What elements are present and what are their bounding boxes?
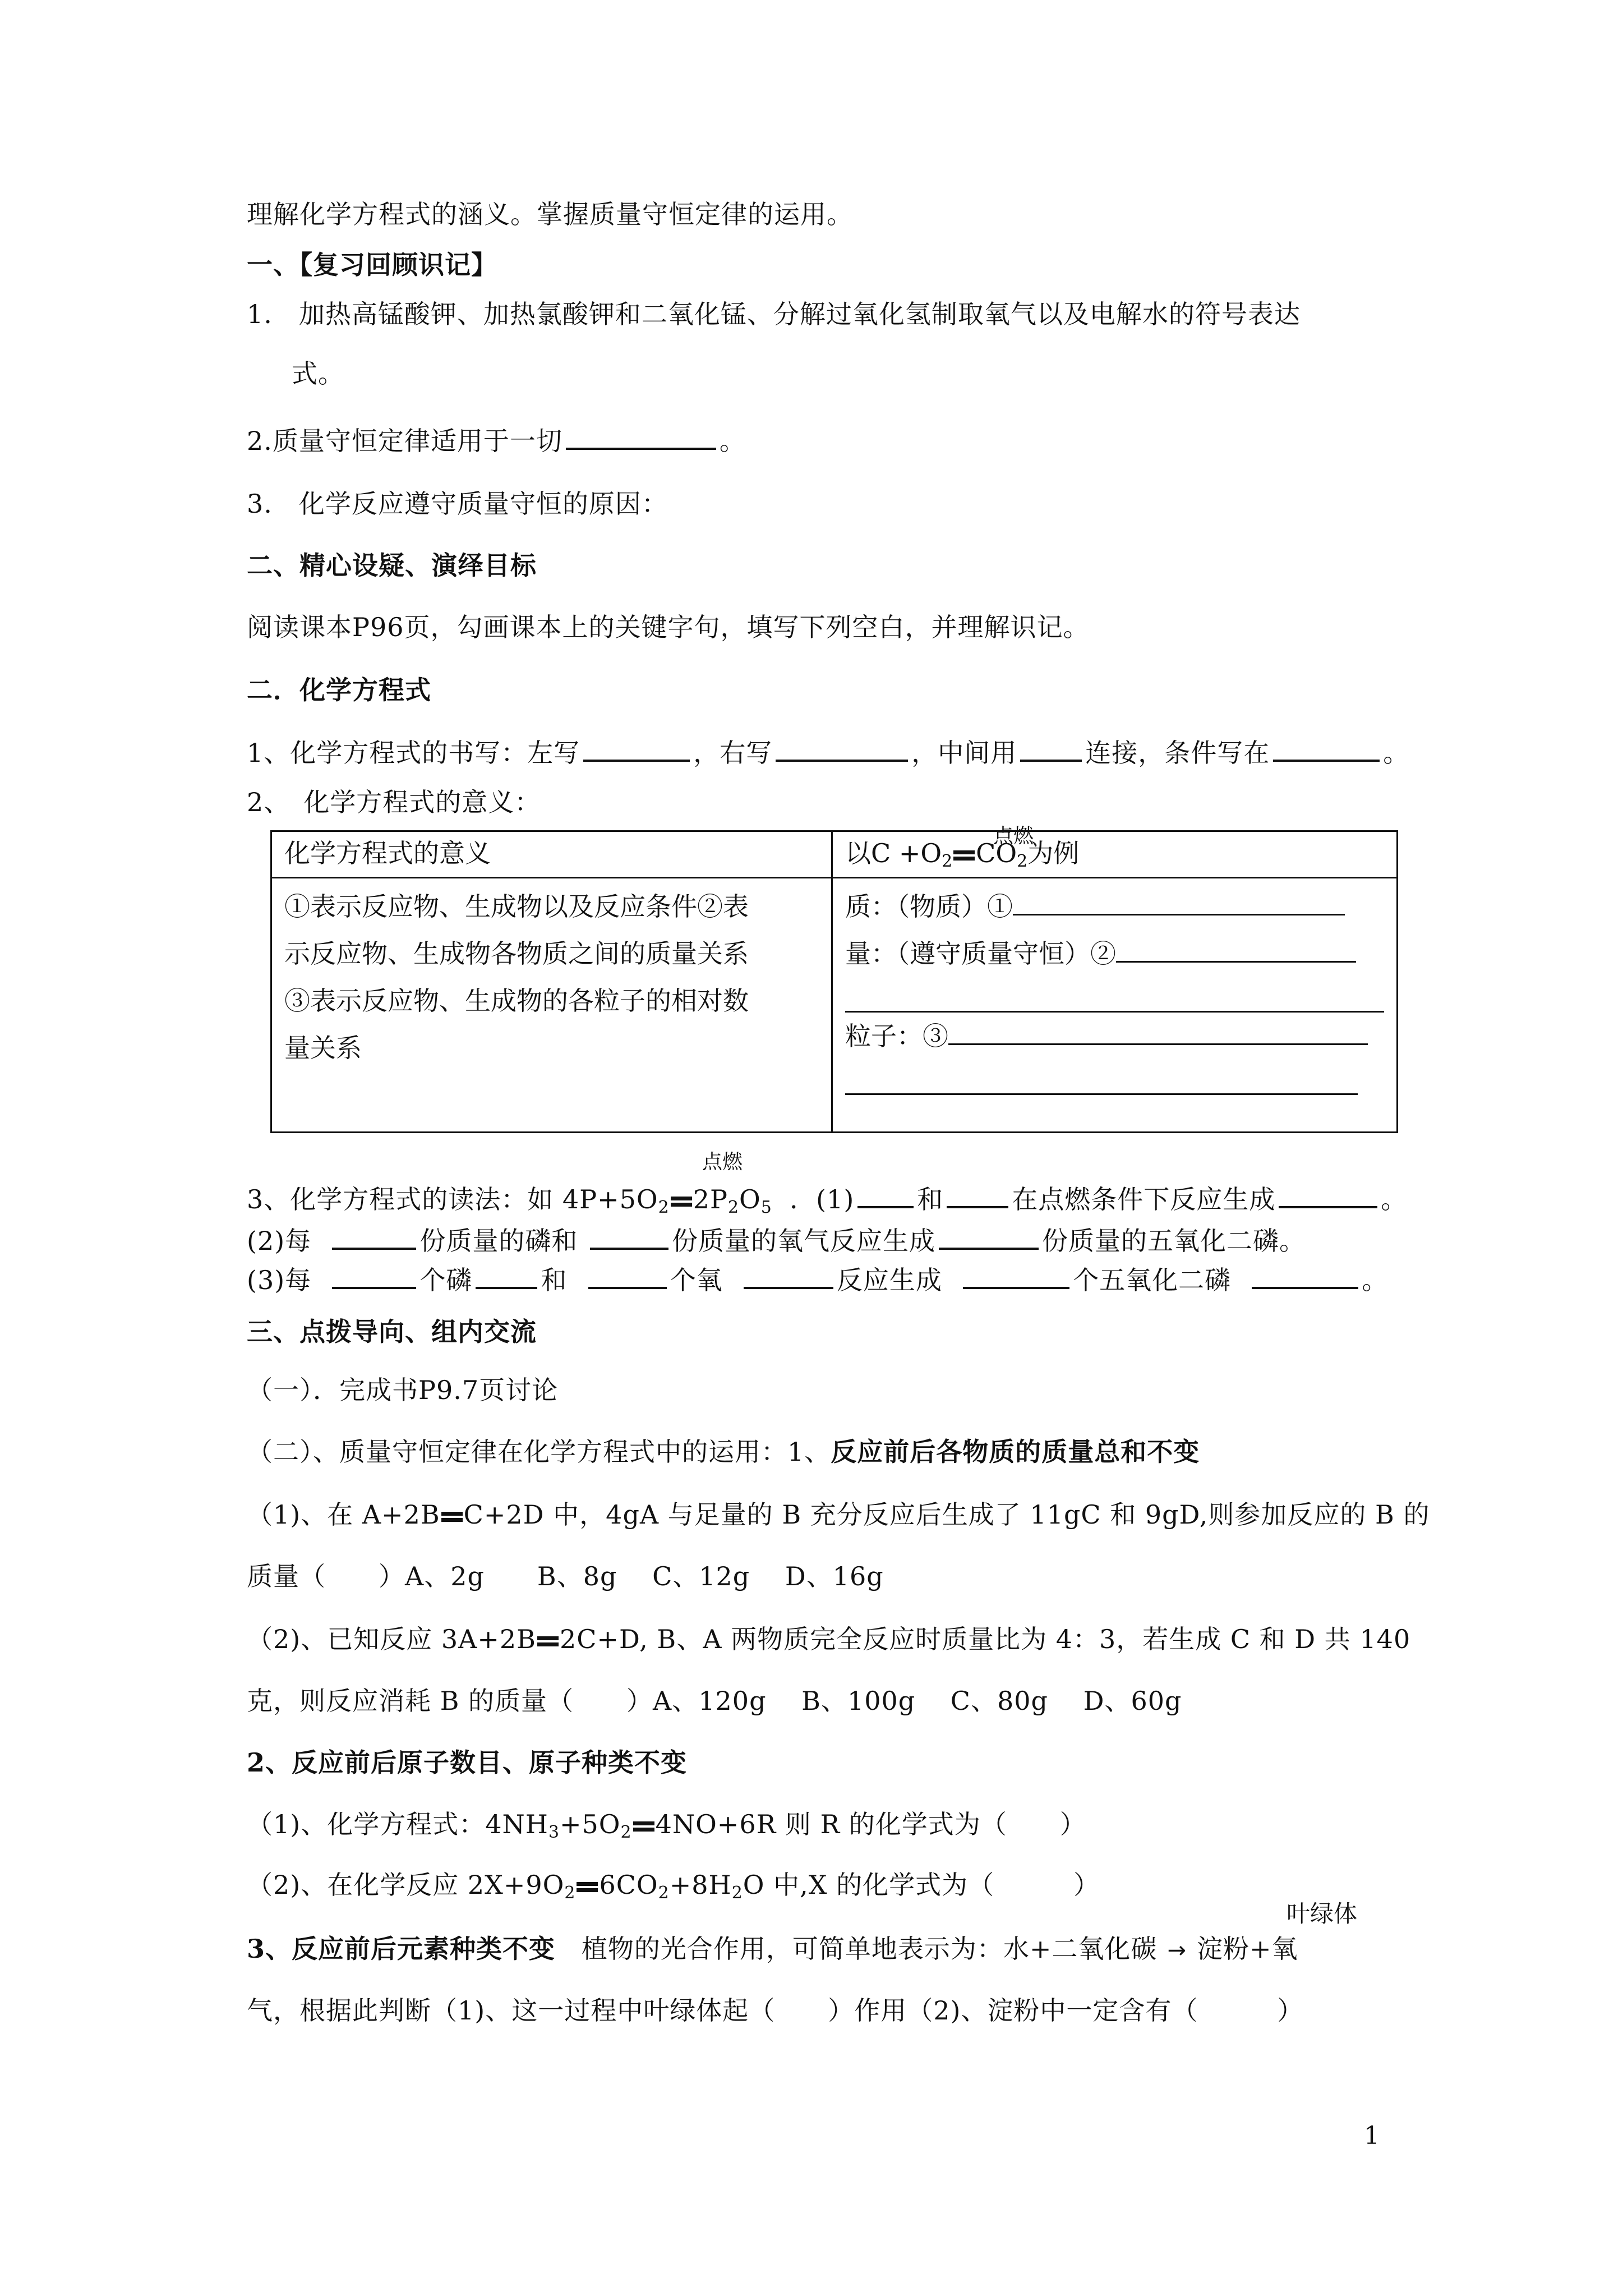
reading-text: 2P <box>693 1184 728 1214</box>
writing-text-b: ，右写 <box>693 738 773 768</box>
problem-2-line <box>247 1622 1410 1656</box>
question-1-continued: 式。 <box>292 358 344 389</box>
problem-1-choices: 质量（ ）A、2g B、8g C、12g D、16g <box>247 1561 884 1591</box>
condition-label: 点燃 <box>993 825 1034 848</box>
equals-sign-icon <box>633 1821 654 1832</box>
problem-text: （1)、化学方程式：4NH <box>247 1809 548 1839</box>
writing-text-d: 连接，条件写在 <box>1085 738 1270 768</box>
photosynthesis-line <box>247 1932 1298 1967</box>
reading-text: (3)每 <box>247 1265 312 1295</box>
reading-text: 份质量的氧气反应生成 <box>672 1226 936 1256</box>
equation-writing-line <box>247 735 1409 770</box>
section2-heading: 二、精心设疑、演绎目标 <box>247 550 537 581</box>
particle-row <box>845 1013 1384 1060</box>
reading-text: ．(1) <box>790 1184 855 1214</box>
answer-blank[interactable] <box>1116 938 1356 963</box>
reading-line-3 <box>247 1262 1388 1297</box>
answer-blank[interactable] <box>963 1262 1069 1289</box>
equals-sign-icon <box>577 1882 598 1892</box>
question-2-end: 。 <box>719 426 746 456</box>
equals-sign-icon <box>537 1636 559 1646</box>
section1-heading: 一、【复习回顾识记】 <box>247 250 497 280</box>
answer-blank[interactable] <box>476 1262 537 1289</box>
question-2-text: 2.质量守恒定律适用于一切 <box>247 426 562 456</box>
problem-text: 6CO <box>599 1870 658 1900</box>
quality-label: 质：（物质）① <box>845 891 1013 922</box>
reading-line-1 <box>247 1181 1407 1216</box>
answer-blank[interactable] <box>332 1223 416 1250</box>
question-2-line <box>247 423 746 458</box>
problem-text: C+2D 中，4gA 与足量的 B 充分反应后生成了 11gC 和 9gD,则参加反应的 B 的 <box>463 1499 1430 1530</box>
subscript: 2 <box>564 1883 576 1903</box>
writing-text-c: ，中间用 <box>911 738 1017 768</box>
answer-blank[interactable] <box>1273 735 1380 762</box>
reading-text: 。 <box>1362 1265 1389 1295</box>
quantity-label: 量：（遵守质量守恒）② <box>845 938 1116 969</box>
reading-text: 反应生成 <box>836 1265 942 1295</box>
equals-sign-icon <box>671 1197 692 1207</box>
answer-blank[interactable] <box>583 735 690 762</box>
quantity-row <box>845 930 1384 977</box>
writing-text-e: 。 <box>1383 738 1410 768</box>
example-text-a: 以C +O <box>845 838 942 868</box>
subscript: 2 <box>1017 852 1028 871</box>
writing-text-a: 1、化学方程式的书写：左写 <box>247 738 580 768</box>
usage-text: （二）、质量守恒定律在化学方程式中的运用：1、 <box>247 1437 831 1467</box>
problem-text: 4NO+6R 则 R 的化学式为（ ） <box>655 1809 1086 1839</box>
example-answer-cell <box>832 878 1398 1133</box>
reading-line-2 <box>247 1223 1306 1258</box>
photosynthesis-condition: 叶绿体 <box>1287 1900 1358 1927</box>
subscript: 5 <box>760 1198 772 1217</box>
answer-blank[interactable] <box>1020 735 1082 762</box>
example-text-b: CO <box>976 838 1017 868</box>
problem-text: O 中,X 的化学式为（ ） <box>743 1870 1100 1900</box>
intro-text: 理解化学方程式的涵义。掌握质量守恒定律的运用。 <box>247 199 853 229</box>
meaning-description-cell <box>271 878 832 1133</box>
problem-text: （2)、已知反应 3A+2B <box>247 1624 536 1654</box>
answer-blank[interactable] <box>1252 1262 1358 1289</box>
reading-text: 和 <box>541 1265 568 1295</box>
reading-text: 份质量的五氧化二磷。 <box>1042 1226 1306 1256</box>
reading-instruction: 阅读课本P96页，勾画课本上的关键字句，填写下列空白，并理解识记。 <box>247 612 1090 642</box>
example-text-c: 为例 <box>1027 838 1080 868</box>
reaction-condition: 点燃 <box>702 1151 743 1174</box>
answer-blank[interactable] <box>939 1223 1039 1250</box>
meaning-line: 示反应物、生成物各物质之间的质量关系 <box>284 938 749 969</box>
problem-text: +8H <box>669 1870 732 1900</box>
rule-2-heading: 2、反应前后原子数目、原子种类不变 <box>247 1747 688 1778</box>
reading-text: O <box>739 1184 761 1214</box>
quality-row <box>845 883 1384 930</box>
subscript: 2 <box>620 1823 632 1842</box>
reading-text: (2)每 <box>247 1226 312 1256</box>
answer-blank[interactable] <box>590 1223 668 1250</box>
reading-text: 份质量的磷和 <box>419 1226 578 1256</box>
answer-rule[interactable] <box>845 977 1384 1013</box>
answer-blank[interactable] <box>566 423 716 450</box>
reading-text: 。 <box>1381 1184 1408 1214</box>
problem-text: +5O <box>559 1809 621 1839</box>
reading-text: 个氧 <box>670 1265 723 1295</box>
problem-2-choices: 克，则反应消耗 B 的质量（ ）A、120g B、100g C、80g D、60g <box>247 1686 1182 1716</box>
photosynthesis-question: 气，根据此判断（1)、这一过程中叶绿体起（ ）作用（2)、淀粉中一定含有（ ） <box>247 1995 1304 2026</box>
subscript: 2 <box>658 1198 670 1217</box>
answer-blank[interactable] <box>948 1021 1368 1045</box>
section3-heading: 三、点拨导向、组内交流 <box>247 1317 537 1347</box>
equals-sign-icon <box>441 1512 463 1522</box>
problem-text: （1)、在 A+2B <box>247 1499 440 1530</box>
rule-3-heading: 3、反应前后元素种类不变 <box>247 1934 556 1964</box>
subscript: 2 <box>731 1883 743 1903</box>
table-header-meaning: 化学方程式的意义 <box>271 831 832 878</box>
answer-blank[interactable] <box>857 1181 914 1208</box>
question-1-text: 1. 加热高锰酸钾、加热氯酸钾和二氧化锰、分解过氧化氢制取氧气以及电解水的符号表达 <box>247 299 1301 329</box>
question-3-text: 3. 化学反应遵守质量守恒的原因： <box>247 489 668 519</box>
equation-heading: 二．化学方程式 <box>247 675 431 705</box>
meaning-line: 量关系 <box>284 1033 362 1063</box>
problem-4-line <box>247 1868 1100 1902</box>
arrow-right-icon: → <box>1167 1938 1187 1963</box>
problem-3-line <box>247 1807 1086 1841</box>
answer-blank[interactable] <box>744 1262 833 1289</box>
conservation-usage-line <box>247 1435 1200 1469</box>
reading-text: 个磷 <box>419 1265 473 1295</box>
answer-blank[interactable] <box>1279 1181 1377 1208</box>
subscript: 2 <box>727 1198 740 1217</box>
problem-text: （2)、在化学反应 2X+9O <box>247 1870 565 1900</box>
particle-label: 粒子：③ <box>845 1021 948 1051</box>
meaning-line: ③表示反应物、生成物的各粒子的相对数 <box>284 986 749 1016</box>
table-header-example <box>832 825 1398 878</box>
photosynthesis-text: 植物的光合作用，可简单地表示为：水+二氧化碳 <box>581 1934 1158 1964</box>
problem-1-line <box>247 1498 1430 1531</box>
answer-blank[interactable] <box>332 1262 416 1289</box>
subscript: 2 <box>942 852 953 871</box>
subscript: 2 <box>658 1883 670 1903</box>
answer-blank[interactable] <box>947 1181 1008 1208</box>
reading-text: 在点燃条件下反应生成 <box>1012 1184 1276 1214</box>
reading-text: 3、化学方程式的读法：如 4P+5O <box>247 1184 658 1214</box>
photosynthesis-text: 淀粉+氧 <box>1196 1934 1298 1964</box>
discussion-text: （一）．完成书P9.7页讨论 <box>247 1375 559 1405</box>
subscript: 3 <box>548 1823 560 1842</box>
problem-text: 2C+D, B、A 两物质完全反应时质量比为 4：3，若生成 C 和 D 共 140 <box>559 1624 1411 1654</box>
answer-blank[interactable] <box>776 735 908 762</box>
reading-text: 和 <box>917 1184 944 1214</box>
meaning-line: ①表示反应物、生成物以及反应条件②表 <box>284 891 749 922</box>
equation-meaning-table <box>270 825 1398 1133</box>
page-number: 1 <box>1364 2122 1380 2150</box>
usage-rule-1: 反应前后各物质的质量总和不变 <box>831 1437 1200 1467</box>
answer-blank[interactable] <box>1013 891 1345 915</box>
answer-rule[interactable] <box>845 1060 1358 1095</box>
equation-meaning-title: 2、 化学方程式的意义： <box>247 787 541 817</box>
reading-text: 个五氧化二磷 <box>1073 1265 1232 1295</box>
equals-sign-icon <box>953 850 975 861</box>
answer-blank[interactable] <box>588 1262 667 1289</box>
